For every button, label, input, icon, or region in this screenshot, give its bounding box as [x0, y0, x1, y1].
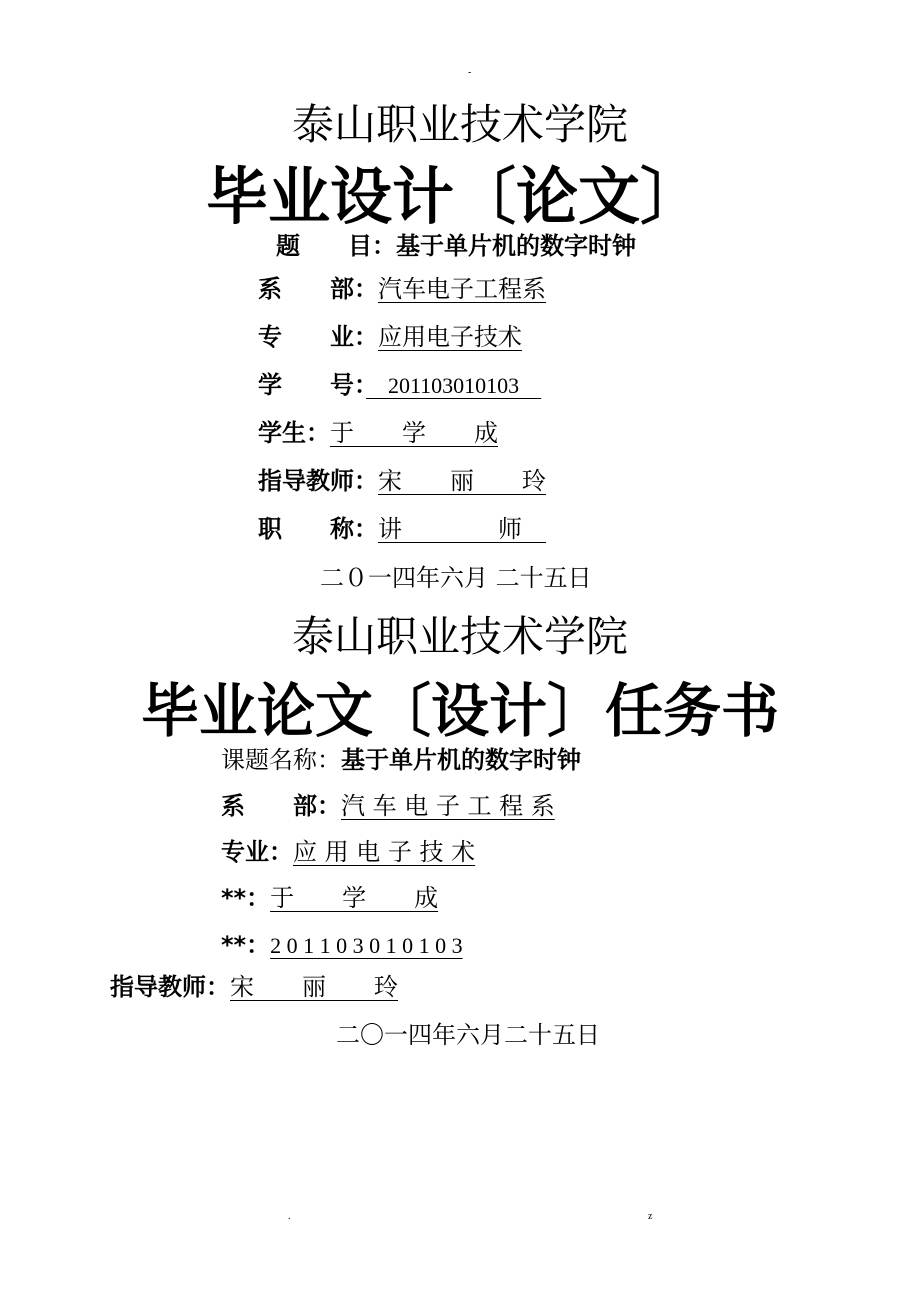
field-label: 系 部：	[258, 275, 378, 303]
field-label: 系 部：	[221, 792, 341, 820]
field-label: **：	[221, 884, 271, 912]
cover-field-department	[258, 277, 546, 301]
page-mark-bottom-right: z	[648, 1211, 653, 1222]
cover-title: 毕业设计〔论文〕	[205, 160, 702, 233]
field-value: 2 0 1 1 0 3 0 1 0 1 0 3	[270, 933, 463, 958]
field-value: 应用电子技术	[378, 323, 522, 351]
field-label: 专业：	[221, 838, 293, 866]
task-date: 二〇一四年六月二十五日	[336, 1021, 600, 1049]
field-label: 学 号：	[258, 371, 366, 399]
field-label: 指导教师：	[258, 467, 378, 495]
field-label: **：	[221, 931, 271, 959]
field-value: 于 学 成	[270, 884, 439, 912]
field-label: 职 称：	[258, 515, 378, 543]
cover-field-advisor	[258, 469, 546, 493]
field-value: 汽 车 电 子 工 程 系	[341, 792, 555, 820]
field-value: 讲 师	[378, 515, 546, 543]
cover-school-name: 泰山职业技术学院	[291, 100, 628, 149]
cover-field-student-id	[258, 373, 541, 397]
field-value: 应 用 电 子 技 术	[293, 838, 476, 866]
field-value: 汽车电子工程系	[378, 275, 546, 303]
task-school-name: 泰山职业技术学院	[291, 612, 628, 661]
cover-field-student	[258, 421, 498, 445]
page-mark-top: -	[468, 67, 472, 78]
field-label: 学生：	[258, 419, 330, 447]
cover-field-title	[258, 517, 546, 541]
cover-date: 二０一四年六月 二十五日	[320, 564, 592, 592]
task-field-advisor	[110, 975, 398, 999]
field-value: 于 学 成	[330, 419, 498, 447]
cover-topic-row	[276, 234, 636, 258]
field-value: 基于单片机的数字时钟	[341, 746, 581, 774]
cover-field-major	[258, 325, 522, 349]
task-field-name	[221, 886, 438, 910]
task-field-major	[221, 840, 475, 864]
field-label: 课题名称：	[221, 746, 341, 774]
task-field-topic	[221, 748, 581, 772]
page-mark-bottom-left: .	[288, 1211, 291, 1222]
field-label: 专 业：	[258, 323, 378, 351]
field-value: 宋 丽 玲	[230, 973, 398, 1001]
field-value: 201103010103	[366, 373, 542, 398]
field-value: 宋 丽 玲	[378, 467, 546, 495]
cover-topic-label: 题 目：	[276, 232, 396, 260]
task-field-id	[221, 933, 463, 957]
task-field-department	[221, 794, 555, 818]
cover-topic-value: 基于单片机的数字时钟	[396, 232, 636, 260]
field-label: 指导教师：	[110, 973, 230, 1001]
task-title: 毕业论文〔设计〕任务书	[140, 677, 779, 745]
